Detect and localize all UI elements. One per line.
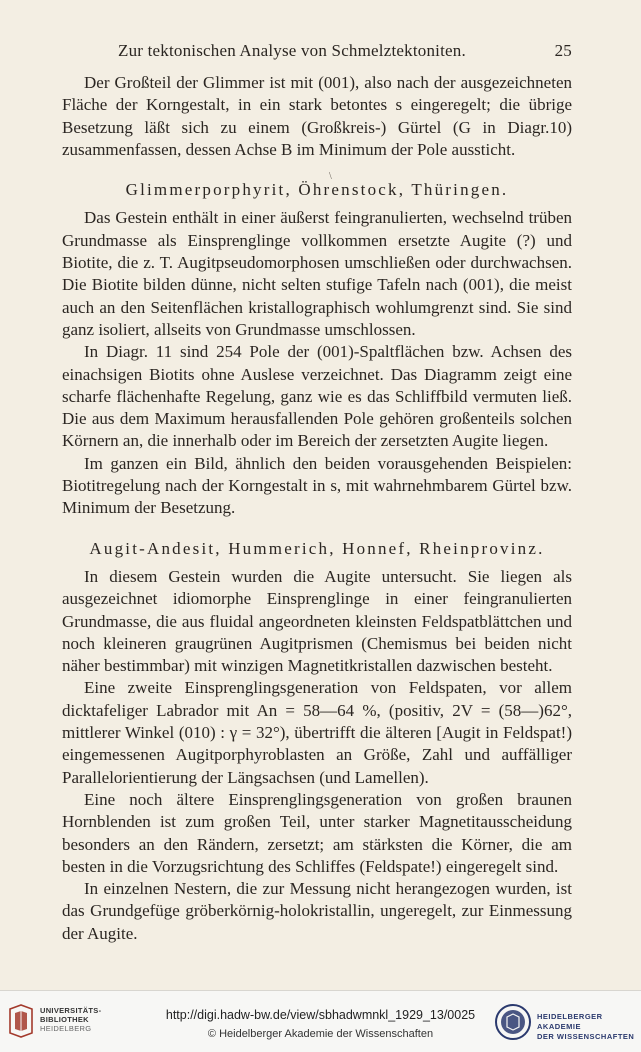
paragraph-im-ganzen: Im ganzen ein Bild, ähnlich den beiden vorausgehenden Beispielen: Biotitregelung nach der Korngestalt in s, mit wahrnehmbarem Gürtel bzw. Minimum der Besetzung. — [62, 453, 572, 518]
paragraph-hornblenden: Eine noch ältere Einsprenglingsgeneration von großen braunen Hornblenden ist zum großen Teil, unter starker Magnetitausscheidung besonders an den Rändern, zersetzt; am stärksten die Körner, die am besten in die Vorzugsrichtung des Schliffes (Feldspate!) eingeregelt sind. — [62, 789, 572, 876]
copyright-notice: © Heidelberger Akademie der Wissenschaften — [207, 1028, 434, 1040]
paragraph-augite: In diesem Gestein wurden die Augite untersucht. Sie liegen als ausgezeichnet idiomorphe Einsprenglinge in einer feingranulierten Grundmasse, die aus fluidal angeordneten kleinsten Feldspatblättchen und noch kleineren graugrünen Augitprismen (Chemismus bei beiden nicht näher bestimmbar) mit winzigen Magnetitkristallen dazwischen besteht. — [62, 566, 572, 676]
section-heading-augit-andesit: Augit-Andesit, Hummerich, Honnef, Rheinprovinz. — [89, 538, 545, 558]
section-heading-glimmerporphyrit: Glimmerporphyrit, Öhrenstock, Thüringen. — [125, 180, 509, 200]
paragraph-nester: In einzelnen Nestern, die zur Messung nicht herangezogen wurden, ist das Grundgefüge gröberkörnig-holokristallin, ungeregelt, zur Einmessung der Augite. — [62, 879, 572, 943]
running-title: Zur tektonischen Analyse von Schmelztektoniten. — [118, 41, 466, 60]
paragraph-feldspate: Eine zweite Einsprenglingsgeneration von Feldspaten, vor allem dicktafeliger Labrador mit An = 58—64 %, (positiv, 2V = (58—)62°, mittlerer Winkel (010) : γ = 32°), übertrifft die älteren [Augit in Feldspat!) eingemessenen Augitporphyroblasten an Größe, Zahl und auffälliger Parallelorientierung der Längsachsen (und Lamellen). — [62, 678, 572, 787]
running-head — [62, 41, 572, 65]
page-number: 25 — [554, 41, 572, 60]
academy-name: HEIDELBERGER AKADEMIE DER WISSENSCHAFTEN — [537, 1012, 635, 1041]
stray-mark: \ — [329, 171, 332, 182]
body-text — [62, 72, 572, 945]
university-library-name: UNIVERSITÄTS- BIBLIOTHEK HEIDELBERG — [40, 1006, 102, 1033]
paragraph-diagramm: In Diagr. 11 sind 254 Pole der (001)-Spaltflächen bzw. Achsen des einachsigen Biotits ohne Auslese verzeichnet. Das Diagramm zeigt eine scharfe flächenhafte Regelung, ganz wie es das Schliffbild vermuten ließ. Die aus dem Maximum herausfallenden Pole gehören großenteils solchen Körnern an, die innerhalb oder im Bereich der zersetzten Augite liegen. — [62, 342, 572, 451]
academy-seal-icon — [494, 1003, 532, 1041]
paragraph-glimmer-regelung: Der Großteil der Glimmer ist mit (001), also nach der ausgezeichneten Fläche der Korngestalt, in ein stark betontes s eingeregelt; die übrige Besetzung läßt sich zu einem (Großkreis-) Gürtel (G in Diagr.10) zusammenfassen, dessen Achse B im Minimum der Pole aussticht. — [62, 73, 572, 159]
paragraph-gestein: Das Gestein enthält in einer äußerst feingranulierten, wechselnd trüben Grundmasse als Einsprenglinge vollkommen ersetzte Augite (?) und Biotite, die z. T. Augitpseudomorphosen umschließen oder durchwachsen. Die Biotite bilden dünne, nicht selten stufige Tafeln nach (001), die meist auch an den Seitenflächen kristallographisch wohlumgrenzt sind. Sie sind ganz isoliert, allseits von Grundmasse umschlossen. — [62, 208, 572, 339]
permalink-url[interactable]: http://digi.hadw-bw.de/view/sbhadwmnkl_1929_13/0025 — [165, 1008, 476, 1022]
digitization-footer — [0, 990, 641, 1052]
